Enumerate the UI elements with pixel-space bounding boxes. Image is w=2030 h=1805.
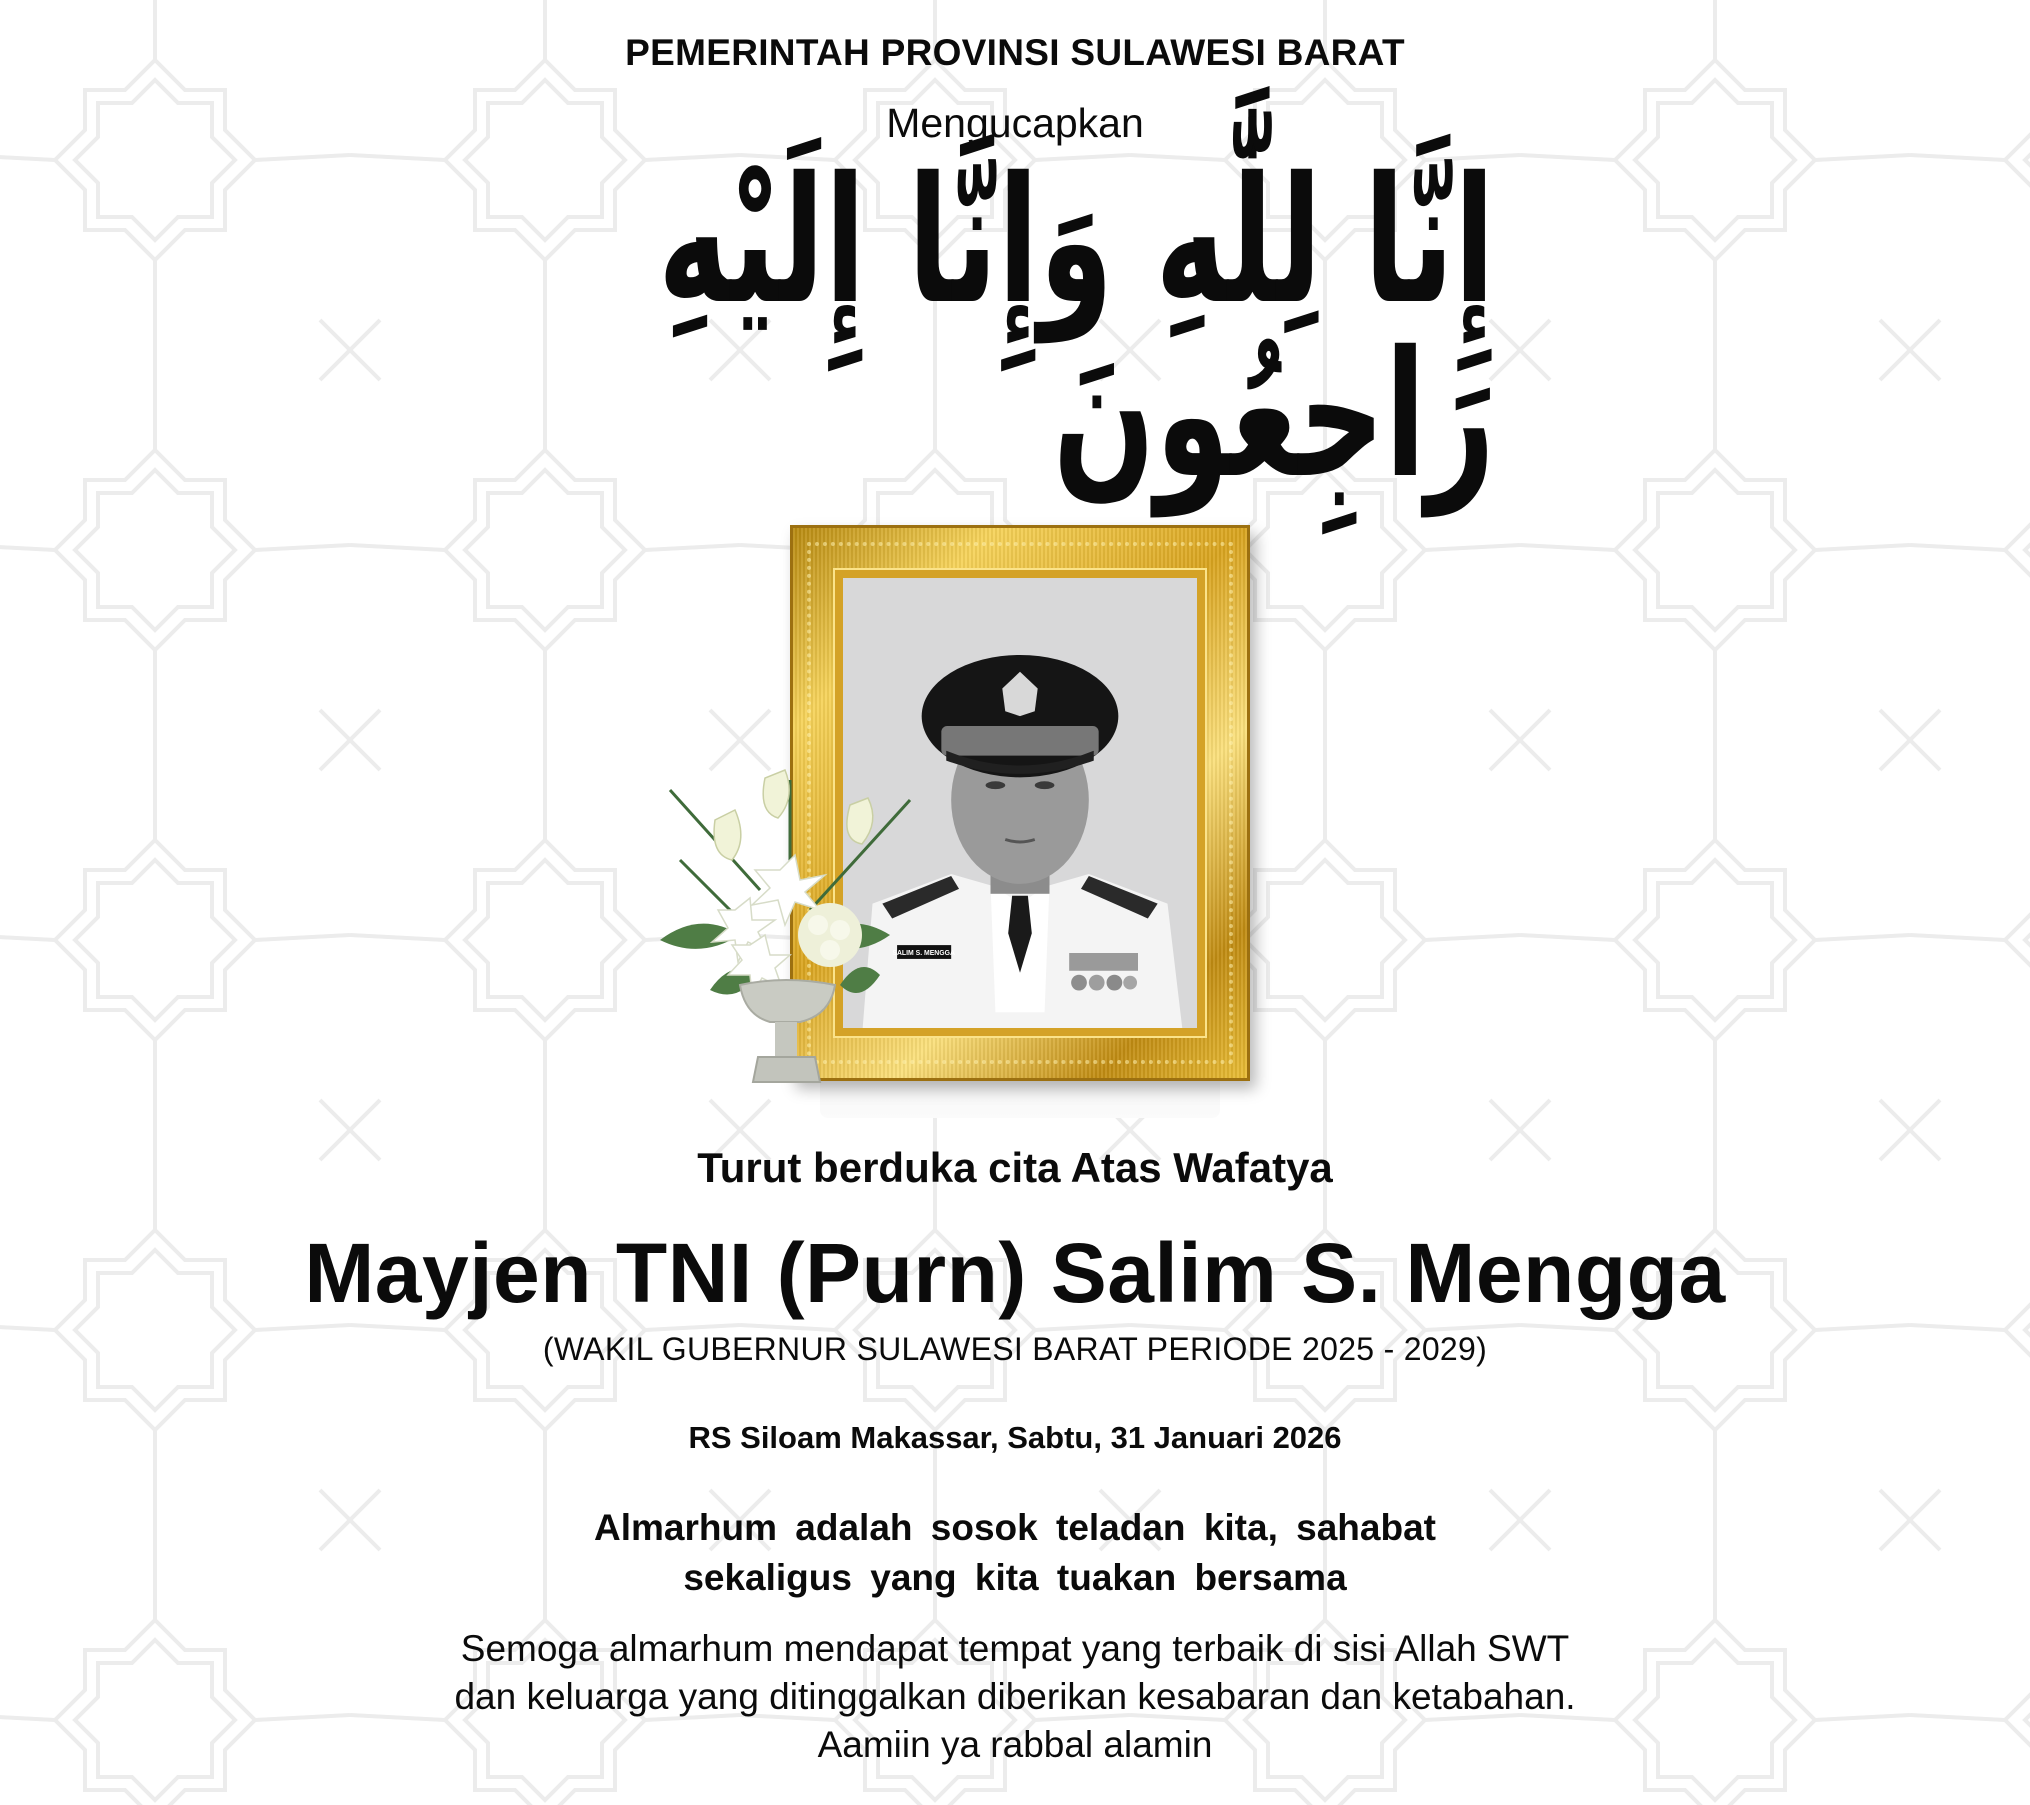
prayer-line: Aamiin ya rabbal alamin [817, 1724, 1213, 1765]
deceased-name: Mayjen TNI (Purn) Salim S. Mengga [304, 1226, 1726, 1320]
flower-bouquet-vase [640, 760, 930, 1090]
nameplate-text: SALIM S. MENGGA [892, 949, 955, 957]
place-and-date: RS Siloam Makassar, Sabtu, 31 Januari 2026 [688, 1420, 1342, 1455]
istirja-text: إِنَّا لِلَّٰهِ وَإِنَّا إِلَيْهِ رَاجِعُونَ [657, 141, 1495, 518]
intro-text: Mengucapkan [886, 100, 1144, 146]
arabic-calligraphy [535, 141, 1495, 518]
prayer-line: Semoga almarhum mendapat tempat yang terbaik di sisi Allah SWT [460, 1628, 1570, 1669]
tribute-line: Almarhum adalah sosok teladan kita, sahabat [594, 1507, 1436, 1548]
prayer-line: dan keluarga yang ditinggalkan diberikan kesabaran dan ketabahan. [454, 1676, 1576, 1717]
organization-title: PEMERINTAH PROVINSI SULAWESI BARAT [625, 32, 1405, 73]
condolence-heading: Turut berduka cita Atas Wafatya [697, 1144, 1333, 1191]
prayer-text [0, 1625, 2030, 1769]
deceased-position: (WAKIL GUBERNUR SULAWESI BARAT PERIODE 2025 - 2029) [542, 1331, 1488, 1367]
tribute-text [0, 1503, 2030, 1603]
tribute-line: sekaligus yang kita tuakan bersama [683, 1557, 1347, 1598]
